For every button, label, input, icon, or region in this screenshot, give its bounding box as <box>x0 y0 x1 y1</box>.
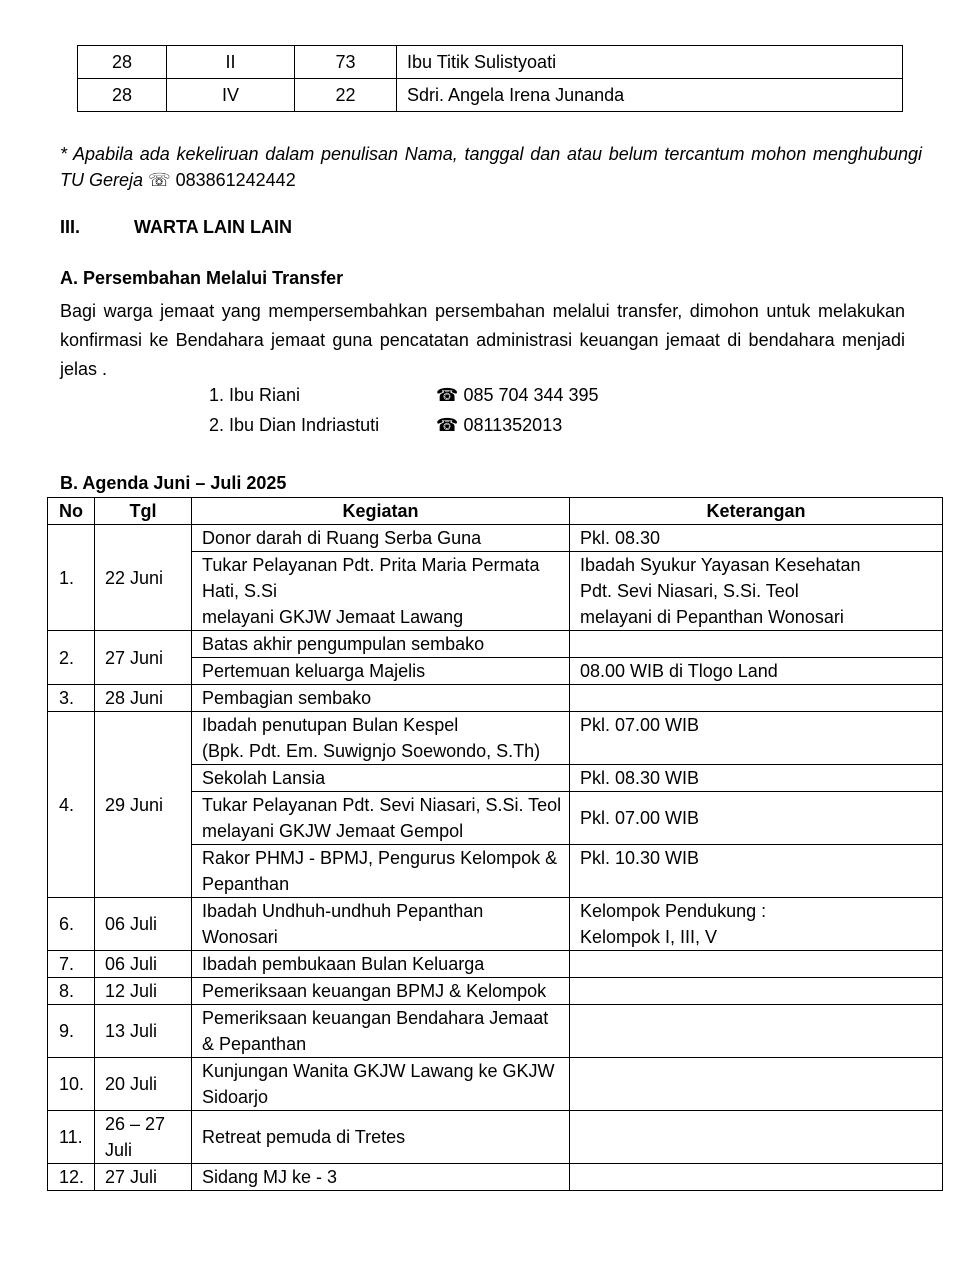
agenda-note <box>570 1058 943 1111</box>
agenda-date <box>95 1111 192 1164</box>
agenda-note <box>570 1164 943 1191</box>
date-line: Juli <box>105 1140 133 1160</box>
agenda-activity: Pembagian sembako <box>192 685 570 712</box>
activity-line: Kunjungan Wanita GKJW Lawang ke GKJW <box>202 1061 555 1081</box>
table-cell: 22 <box>295 79 397 112</box>
activity-line: Ibadah Undhuh-undhuh Pepanthan <box>202 901 484 921</box>
agenda-date: 27 Juli <box>95 1164 192 1191</box>
activity-line: melayani GKJW Jemaat Lawang <box>202 607 464 627</box>
activity-line: Rakor PHMJ - BPMJ, Pengurus Kelompok & <box>202 848 558 868</box>
agenda-note <box>570 1005 943 1058</box>
agenda-no: 3. <box>48 685 95 712</box>
agenda-activity: Sidang MJ ke - 3 <box>192 1164 570 1191</box>
note-phone: 083861242442 <box>175 170 296 190</box>
agenda-no: 7. <box>48 951 95 978</box>
contact-phone-line <box>436 385 599 406</box>
activity-line: Sidoarjo <box>202 1087 269 1107</box>
agenda-activity: Pemeriksaan keuangan BPMJ & Kelompok <box>192 978 570 1005</box>
agenda-date: 27 Juni <box>95 631 192 685</box>
agenda-no: 12. <box>48 1164 95 1191</box>
note-text: * Apabila ada kekeliruan dalam penulisan Nama, tanggal dan atau belum tercantum mohon menghubungi TU Gereja <box>60 144 922 190</box>
agenda-note <box>570 1111 943 1164</box>
agenda-date: 06 Juli <box>95 898 192 951</box>
agenda-activity <box>192 792 570 845</box>
agenda-no: 2. <box>48 631 95 685</box>
activity-line: Tukar Pelayanan Pdt. Sevi Niasari, S.Si. Teol <box>202 795 562 815</box>
contact-name: 1. Ibu Riani <box>209 385 301 405</box>
contact-phone-line <box>436 415 562 436</box>
table-cell: 28 <box>78 79 167 112</box>
member-table <box>77 45 903 112</box>
table-row <box>48 1111 943 1164</box>
agenda-date: 12 Juli <box>95 978 192 1005</box>
agenda-activity <box>192 845 570 898</box>
table-row <box>48 951 943 978</box>
column-header: Keterangan <box>570 498 943 525</box>
telephone-icon: ☎ <box>436 415 459 435</box>
activity-line: Pepanthan <box>202 874 290 894</box>
section-title: WARTA LAIN LAIN <box>134 217 292 237</box>
agenda-activity: Pertemuan keluarga Majelis <box>192 658 570 685</box>
agenda-heading: B. Agenda Juni – Juli 2025 <box>60 473 287 493</box>
note-line: Kelompok Pendukung : <box>580 901 767 921</box>
table-row <box>78 46 903 79</box>
table-cell: II <box>167 46 295 79</box>
table-row <box>48 1005 943 1058</box>
section-heading <box>60 217 292 238</box>
agenda-note: Pkl. 10.30 WIB <box>570 845 943 898</box>
agenda-note <box>570 898 943 951</box>
note-line: melayani di Pepanthan Wonosari <box>580 607 844 627</box>
table-row <box>78 79 903 112</box>
agenda-date: 20 Juli <box>95 1058 192 1111</box>
agenda-no: 10. <box>48 1058 95 1111</box>
agenda-note: Pkl. 07.00 WIB <box>570 792 943 845</box>
activity-line: Ibadah penutupan Bulan Kespel <box>202 715 459 735</box>
agenda-date: 06 Juli <box>95 951 192 978</box>
table-cell: IV <box>167 79 295 112</box>
agenda-no: 8. <box>48 978 95 1005</box>
activity-line: Hati, S.Si <box>202 581 278 601</box>
agenda-no: 11. <box>48 1111 95 1164</box>
table-cell: Ibu Titik Sulistyoati <box>397 46 903 79</box>
section-number: III. <box>60 217 81 237</box>
activity-line: & Pepanthan <box>202 1034 307 1054</box>
agenda-activity: Donor darah di Ruang Serba Guna <box>192 525 570 552</box>
agenda-note <box>570 951 943 978</box>
table-row <box>48 525 943 552</box>
agenda-note <box>570 978 943 1005</box>
agenda-note <box>570 631 943 658</box>
note-line: Kelompok I, III, V <box>580 927 718 947</box>
table-row <box>48 1058 943 1111</box>
transfer-heading: A. Persembahan Melalui Transfer <box>60 268 344 288</box>
agenda-note: Pkl. 08.30 WIB <box>570 765 943 792</box>
note-line: Ibadah Syukur Yayasan Kesehatan <box>580 555 861 575</box>
agenda-note: Pkl. 07.00 WIB <box>570 712 943 765</box>
correction-note <box>60 141 922 193</box>
date-line: 26 – 27 <box>105 1114 166 1134</box>
agenda-activity: Sekolah Lansia <box>192 765 570 792</box>
column-header: Kegiatan <box>192 498 570 525</box>
agenda-date: 13 Juli <box>95 1005 192 1058</box>
agenda-no: 4. <box>48 712 95 898</box>
phone-icon: ☏ <box>148 170 171 190</box>
contact-phone: 0811352013 <box>463 415 563 435</box>
agenda-date: 29 Juni <box>95 712 192 898</box>
contact-phone: 085 704 344 395 <box>463 385 599 405</box>
agenda-no: 6. <box>48 898 95 951</box>
agenda-activity: Retreat pemuda di Tretes <box>192 1111 570 1164</box>
agenda-no: 1. <box>48 525 95 631</box>
activity-line: melayani GKJW Jemaat Gempol <box>202 821 464 841</box>
agenda-note: Pkl. 08.30 <box>570 525 943 552</box>
table-cell: 73 <box>295 46 397 79</box>
table-cell: Sdri. Angela Irena Junanda <box>397 79 903 112</box>
telephone-icon: ☎ <box>436 385 459 405</box>
agenda-activity: Ibadah pembukaan Bulan Keluarga <box>192 951 570 978</box>
activity-line: Wonosari <box>202 927 278 947</box>
agenda-activity <box>192 1058 570 1111</box>
table-row <box>48 685 943 712</box>
activity-line: Tukar Pelayanan Pdt. Prita Maria Permata <box>202 555 540 575</box>
contact-name: 2. Ibu Dian Indriastuti <box>209 415 380 435</box>
transfer-paragraph: Bagi warga jemaat yang mempersembahkan persembahan melalui transfer, dimohon untuk melakukan konfirmasi ke Bendahara jemaat guna pencatatan administrasi keuangan jemaat di bendahara menjadi jelas . <box>60 301 905 379</box>
table-row <box>48 631 943 658</box>
agenda-note <box>570 685 943 712</box>
column-header: Tgl <box>95 498 192 525</box>
agenda-date: 28 Juni <box>95 685 192 712</box>
agenda-date: 22 Juni <box>95 525 192 631</box>
agenda-table <box>47 497 943 1191</box>
agenda-activity <box>192 552 570 631</box>
agenda-activity <box>192 712 570 765</box>
table-cell: 28 <box>78 46 167 79</box>
agenda-note <box>570 552 943 631</box>
agenda-no: 9. <box>48 1005 95 1058</box>
table-row <box>48 898 943 951</box>
note-line: Pdt. Sevi Niasari, S.Si. Teol <box>580 581 799 601</box>
table-header-row <box>48 498 943 525</box>
agenda-note: 08.00 WIB di Tlogo Land <box>570 658 943 685</box>
table-row <box>48 1164 943 1191</box>
activity-line: (Bpk. Pdt. Em. Suwignjo Soewondo, S.Th) <box>202 741 541 761</box>
agenda-activity <box>192 898 570 951</box>
agenda-activity: Batas akhir pengumpulan sembako <box>192 631 570 658</box>
activity-line: Pemeriksaan keuangan Bendahara Jemaat <box>202 1008 549 1028</box>
column-header: No <box>48 498 95 525</box>
table-row <box>48 712 943 765</box>
table-row <box>48 978 943 1005</box>
agenda-activity <box>192 1005 570 1058</box>
